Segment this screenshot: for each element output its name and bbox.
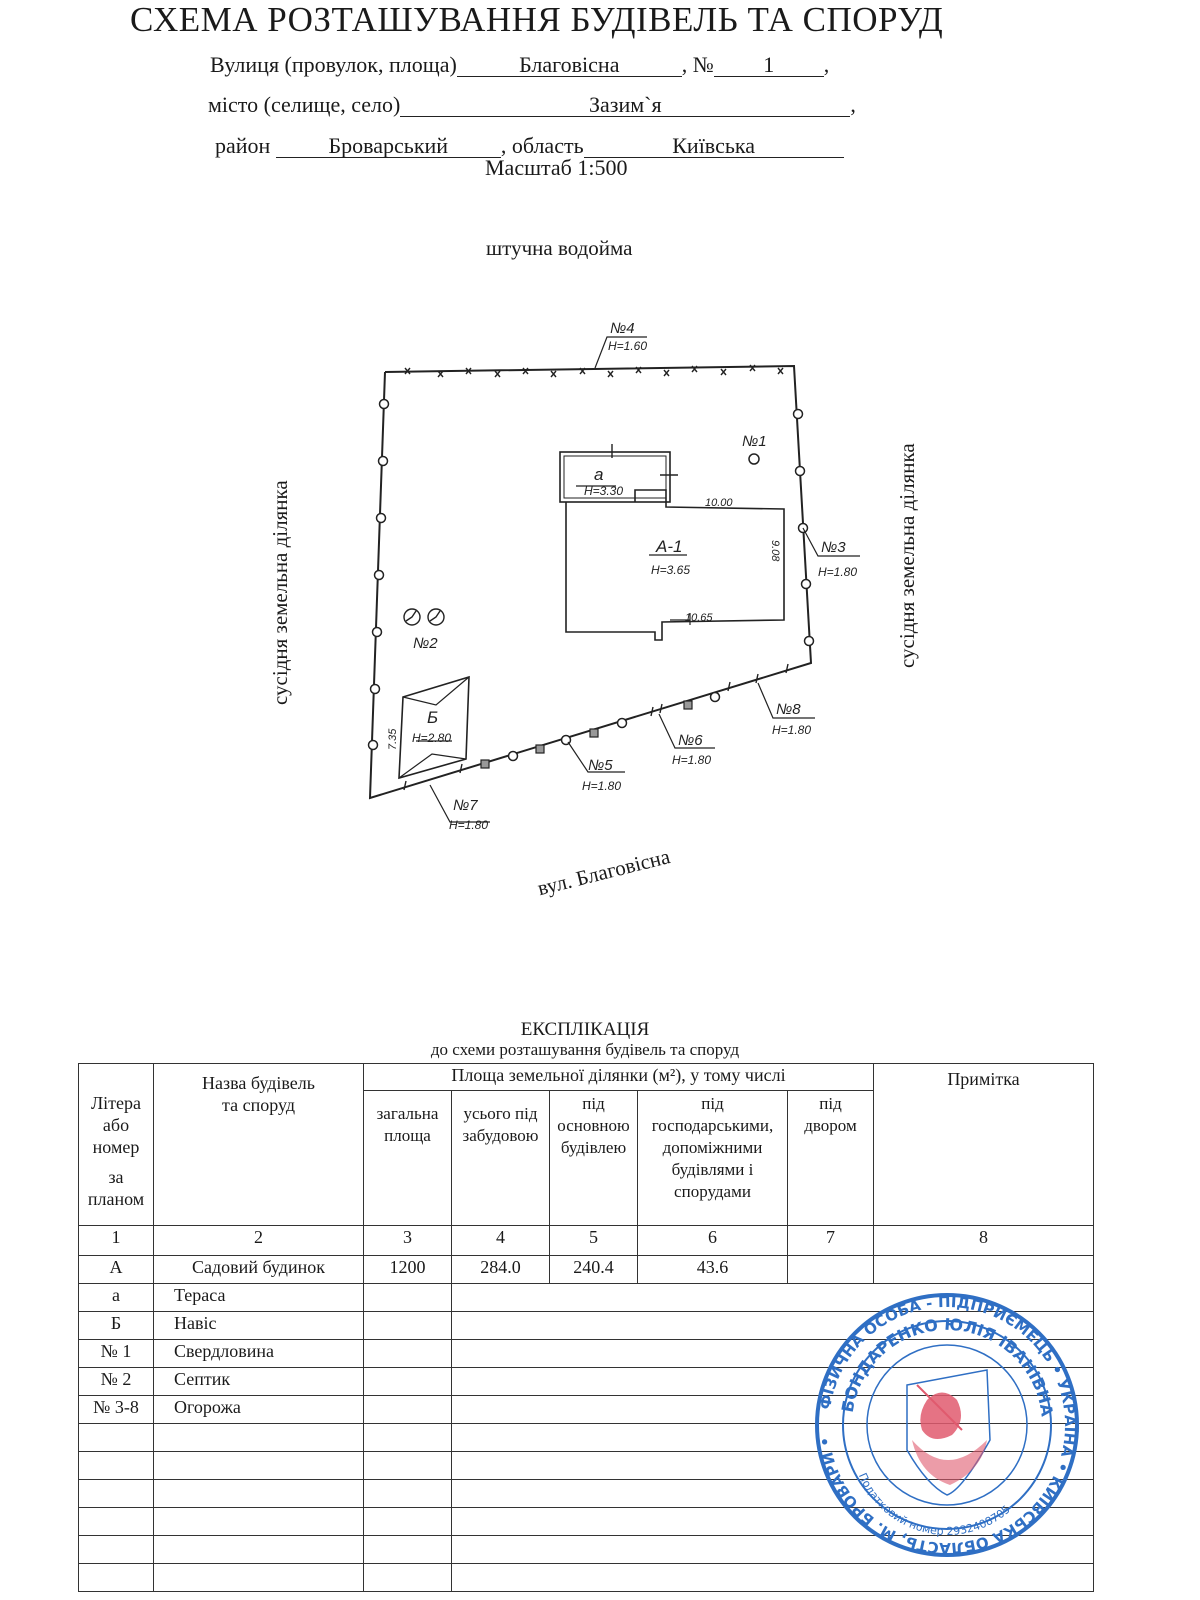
table-row: а Тераса — [79, 1284, 1094, 1312]
label-n8: №8 — [776, 701, 801, 718]
region-value: Київська — [584, 133, 844, 158]
label-n7: №7 — [453, 797, 478, 814]
table-row: Б Навіс — [79, 1312, 1094, 1340]
number-value: 1 — [714, 52, 824, 77]
label-n4: №4 — [610, 320, 635, 337]
table-row: № 2 Септик — [79, 1368, 1094, 1396]
header-auxiliary: під господарськими, допоміжними будівлями і спорудами — [638, 1091, 788, 1226]
label-n3: №3 — [821, 539, 846, 556]
svg-text:H=1.60: H=1.60 — [608, 339, 648, 353]
svg-text:7.35: 7.35 — [387, 728, 399, 750]
north-boundary-label: штучна водойма — [486, 236, 633, 260]
stamp-tax-number: Податковий номер 2932408705 — [855, 1470, 1013, 1539]
stamp-name: БОНДАРЕНКО ЮЛІЯ ІВАНІВНА — [837, 1314, 1057, 1418]
region-label: , область — [500, 133, 584, 158]
right-neighbor-label: сусідня земельна ділянка — [895, 443, 919, 668]
label-n5: №5 — [588, 757, 613, 774]
street-value: Благовісна — [457, 52, 682, 77]
district-value: Броварський — [276, 133, 501, 158]
explication-title: ЕКСПЛІКАЦІЯ — [520, 1019, 650, 1040]
table-row: А Садовий будинок 1200 284.0 240.4 43.6 — [79, 1256, 1094, 1284]
svg-text:H=1.80: H=1.80 — [449, 818, 489, 832]
column-numbers-row: 1 2 3 4 5 6 7 8 — [79, 1226, 1094, 1256]
table-row: № 3-8 Огорожа — [79, 1396, 1094, 1424]
label-n2: №2 — [413, 635, 438, 652]
header-main-building: під основною будівлею — [550, 1091, 638, 1226]
scale-label: Масштаб 1:500 — [485, 155, 628, 180]
header-yard: під двором — [788, 1091, 874, 1226]
svg-text:H=3.30: H=3.30 — [584, 484, 624, 498]
header-note: Примітка — [874, 1064, 1094, 1226]
coat-of-arms-icon — [907, 1370, 990, 1495]
svg-text:9.08: 9.08 — [769, 540, 781, 562]
svg-text:10.00: 10.00 — [705, 497, 733, 509]
header-area-group: Площа земельної ділянки (м²), у тому числі — [364, 1064, 874, 1091]
number-label: , № — [681, 52, 714, 77]
svg-text:H=3.65: H=3.65 — [651, 563, 691, 577]
table-row-empty — [79, 1564, 1094, 1592]
stamp-outer-text: ФІЗИЧНА ОСОБА - ПІДПРИЄМЕЦЬ • УКРАЇНА • КИЇВСЬКА ОБЛАСТЬ, М. БРОВАРИ • — [815, 1292, 1080, 1558]
street-label: Вулиця (провулок, площа) — [210, 52, 457, 77]
city-field-row: місто (селище, село) Зазим`я , — [208, 92, 856, 117]
city-value: Зазим`я — [400, 92, 850, 117]
street-field-row: Вулиця (провулок, площа) Благовісна , № 1 , — [210, 52, 830, 77]
document-title: СХЕМА РОЗТАШУВАННЯ БУДІВЕЛЬ ТА СПОРУД — [130, 0, 944, 39]
explication-subtitle: до схеми розташування будівель та споруд — [430, 1040, 740, 1059]
svg-text:H=1.80: H=1.80 — [818, 565, 858, 579]
svg-text:10.65: 10.65 — [685, 612, 713, 624]
header-built-area: усього під забудовою — [452, 1091, 550, 1226]
table-row: № 1 Свердловина — [79, 1340, 1094, 1368]
svg-text:H=1.80: H=1.80 — [582, 779, 622, 793]
header-total-area: загальна площа — [364, 1091, 452, 1226]
label-n6: №6 — [678, 732, 703, 749]
label-n1: №1 — [742, 433, 767, 450]
city-label: місто (селище, село) — [208, 92, 401, 117]
left-neighbor-label: сусідня земельна ділянка — [268, 480, 292, 705]
street-name-label: вул. Благовісна — [535, 844, 673, 901]
district-label: район — [215, 133, 271, 158]
label-terrace: а — [594, 465, 604, 484]
label-house: А-1 — [656, 537, 683, 556]
header-name: Назва будівель та споруд — [154, 1064, 364, 1226]
header-letter: Літера або номер за планом — [79, 1064, 154, 1226]
svg-text:H=1.80: H=1.80 — [772, 723, 812, 737]
svg-text:H=2.80: H=2.80 — [412, 731, 452, 745]
svg-text:H=1.80: H=1.80 — [672, 753, 712, 767]
label-shed: Б — [427, 708, 439, 727]
official-stamp — [812, 1290, 1082, 1560]
